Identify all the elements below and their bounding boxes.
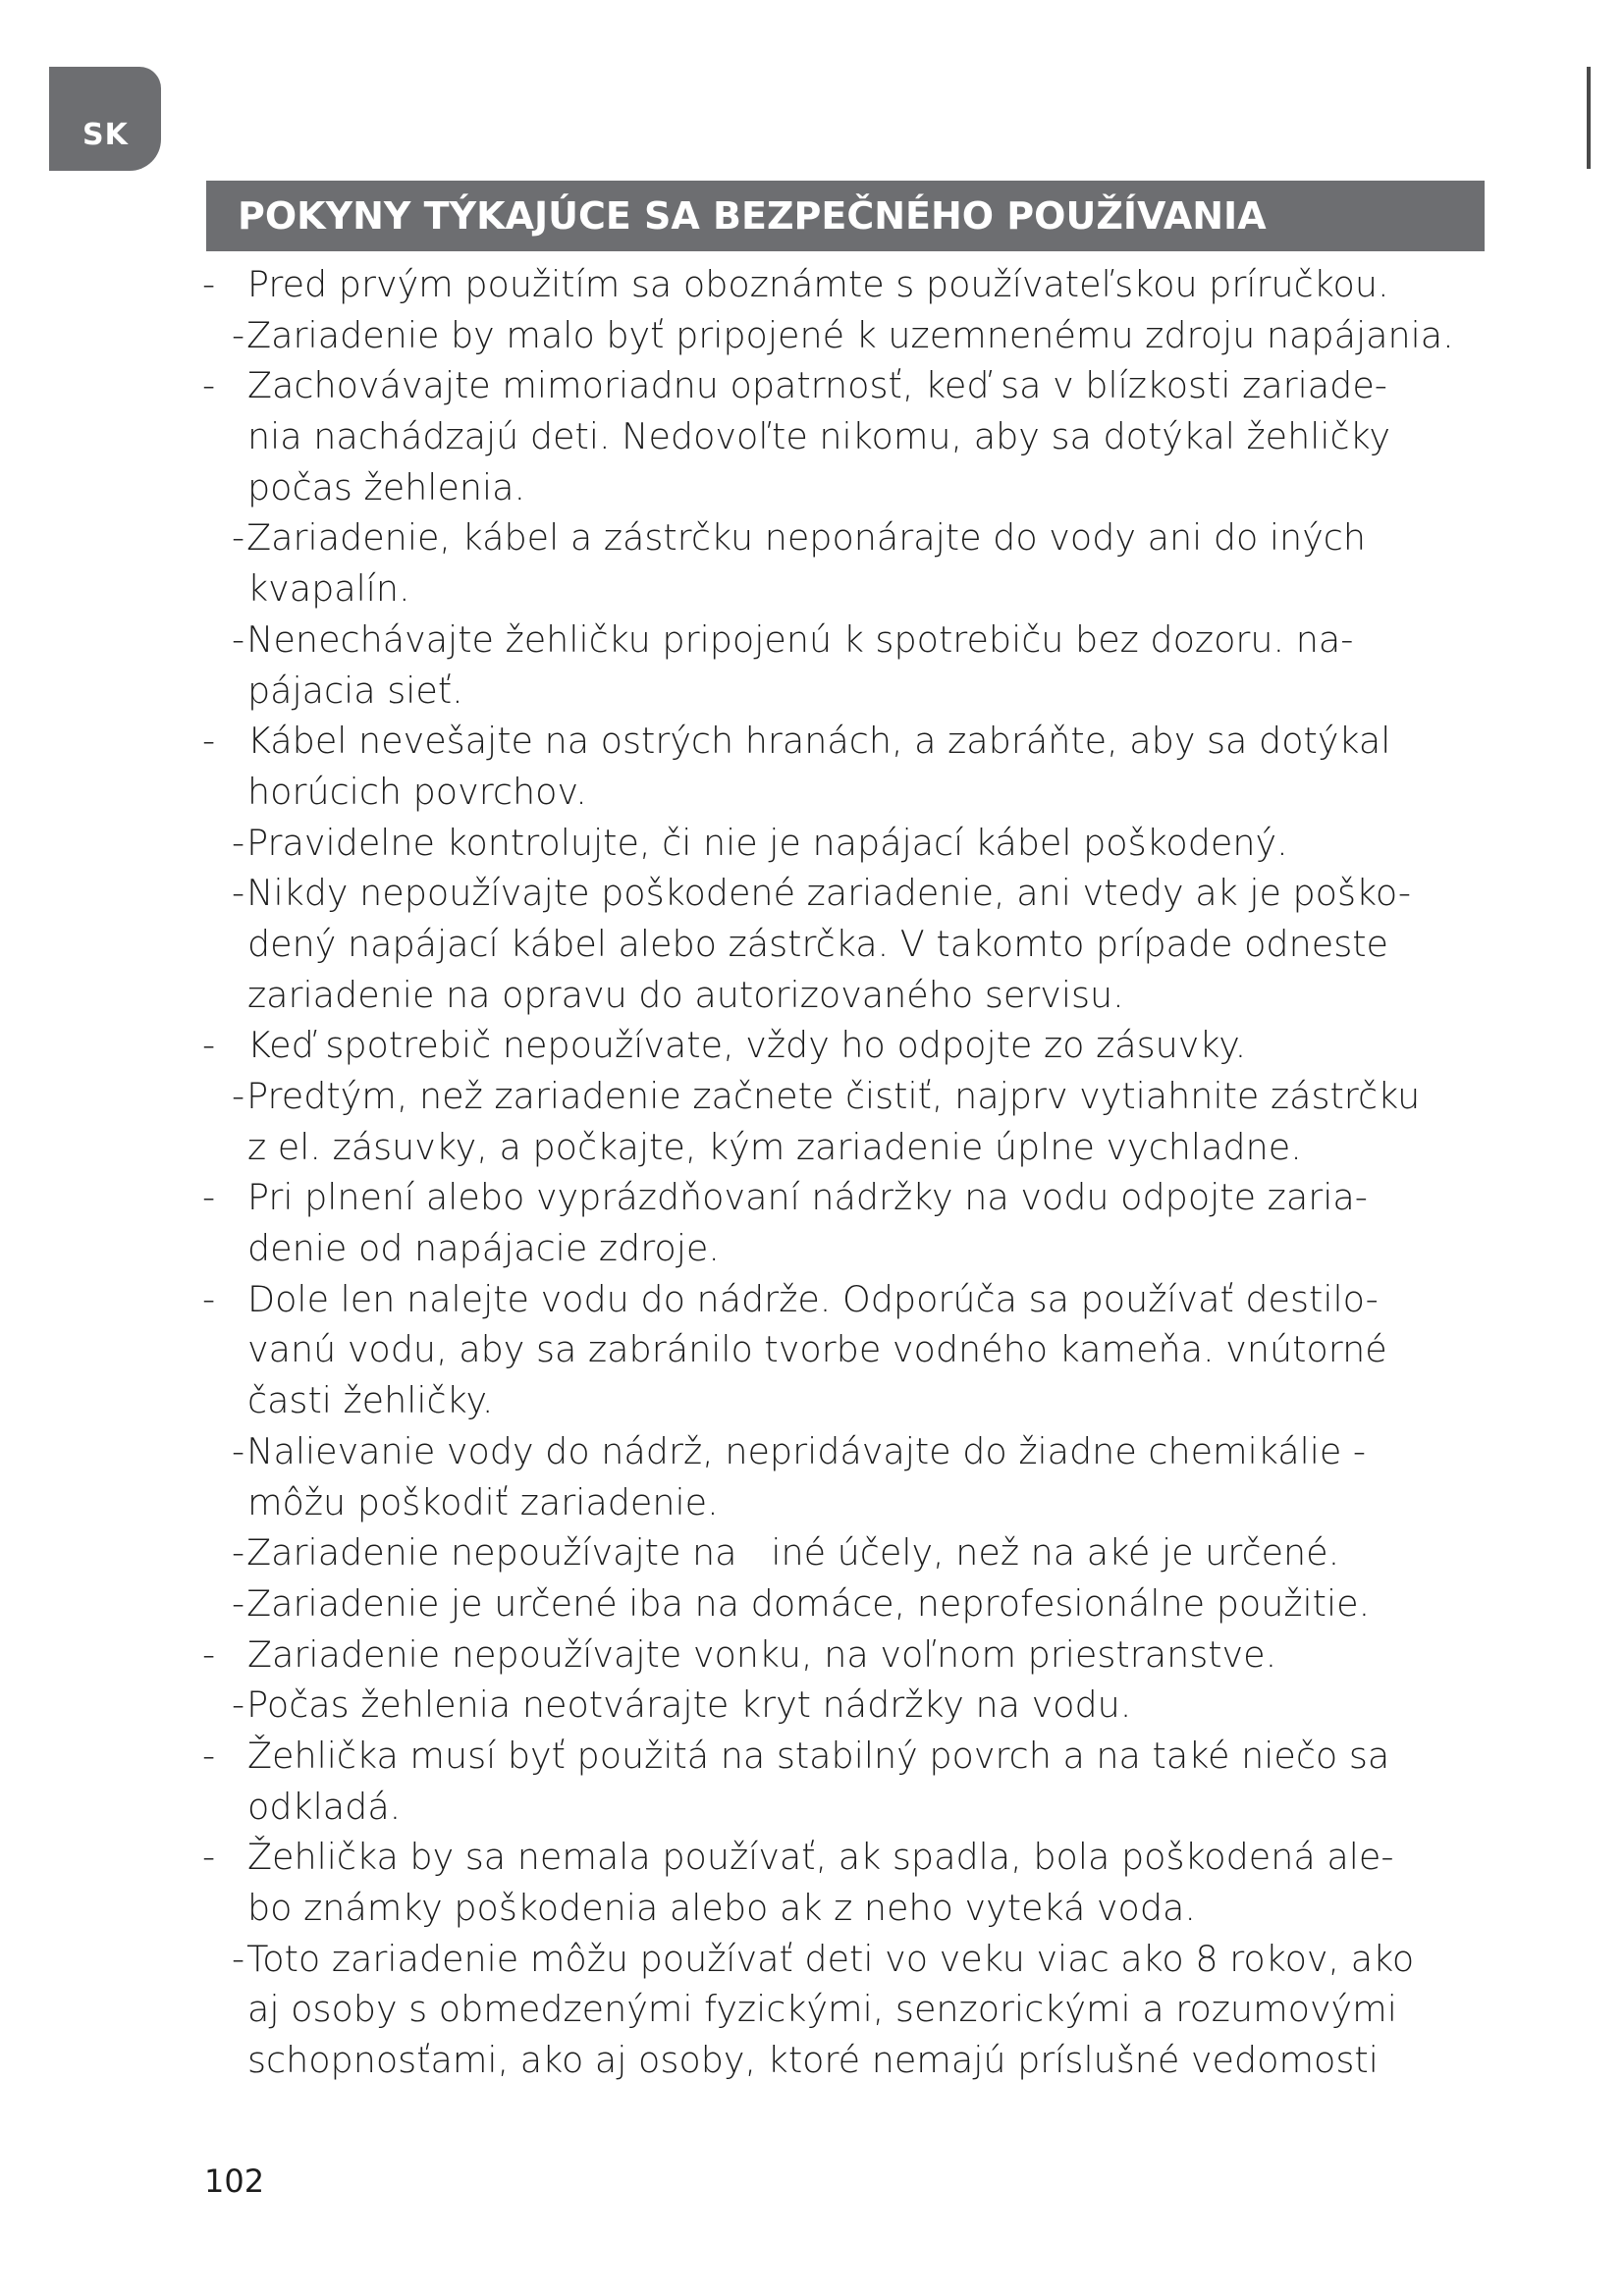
instruction-text: Pred prvým použitím sa oboznámte s používateľskou príručkou. (247, 263, 1389, 305)
instruction-text: počas žehlenia. (247, 465, 526, 508)
instruction-text: dený napájací kábel alebo zástrčka. V takomto prípade odneste (247, 922, 1388, 965)
instruction-text: denie od napájacie zdroje. (247, 1227, 720, 1270)
instruction-line (202, 512, 1498, 563)
instruction-text: Pravidelne kontrolujte, či nie je napájací kábel poškodený. (246, 821, 1288, 864)
instruction-text: horúcich povrchov. (247, 770, 587, 813)
instruction-line-continuation (202, 2035, 1498, 2086)
instruction-line-continuation (202, 970, 1498, 1021)
instruction-text: aj osoby s obmedzenými fyzickými, senzorickými a rozumovými (247, 1988, 1397, 2031)
bullet-dash: - (232, 1937, 245, 1980)
instruction-line-continuation (202, 1883, 1498, 1934)
instruction-line-continuation (202, 666, 1498, 717)
bullet-dash: - (202, 1277, 216, 1320)
bullet-dash: - (232, 516, 245, 560)
instruction-line (202, 1731, 1498, 1782)
instruction-line-continuation (202, 919, 1498, 970)
language-code: SK (82, 118, 129, 152)
bullet-dash: - (202, 364, 216, 407)
instruction-line (202, 1578, 1498, 1629)
instruction-line (202, 868, 1498, 919)
bullet-dash: - (202, 263, 216, 305)
instruction-text: kvapalín. (247, 567, 410, 611)
instruction-line (202, 818, 1498, 869)
instruction-text: Zariadenie je určené iba na domáce, neprofesionálne použitie. (246, 1581, 1371, 1625)
instruction-text: Kábel nevešajte na ostrých hranách, a zabráňte, aby sa dotýkal (247, 720, 1391, 763)
bullet-dash: - (232, 1683, 245, 1727)
instruction-text: bo známky poškodenia alebo ak z neho vyteká voda. (247, 1887, 1197, 1929)
instruction-text: odkladá. (247, 1785, 402, 1828)
instruction-text: Toto zariadenie môžu používať deti vo veku viac ako 8 rokov, ako (246, 1937, 1415, 1980)
instruction-text: Žehlička by sa nemala používať, ak spadla, bola poškodená ale- (247, 1836, 1394, 1879)
instruction-line-continuation (202, 1122, 1498, 1173)
bullet-dash: - (232, 617, 245, 661)
instruction-text: môžu poškodiť zariadenie. (247, 1480, 719, 1523)
bullet-dash: - (232, 1531, 245, 1575)
instruction-line-continuation (202, 1375, 1498, 1426)
instruction-text: Zariadenie by malo byť pripojené k uzemnenému zdroju napájania. (246, 313, 1454, 356)
bullet-dash: - (232, 872, 245, 915)
bullet-dash: - (232, 1075, 245, 1117)
instruction-line (202, 1071, 1498, 1122)
instruction-line (202, 716, 1498, 767)
instruction-line (202, 1934, 1498, 1985)
instruction-line (202, 1629, 1498, 1681)
instruction-text: Nenechávajte žehličku pripojenú k spotrebiču bez dozoru. na- (246, 617, 1354, 661)
instruction-line (202, 1020, 1498, 1071)
bullet-dash: - (202, 1632, 216, 1676)
instruction-line-continuation (202, 1324, 1498, 1375)
bullet-dash: - (202, 1024, 216, 1067)
instruction-line (202, 1680, 1498, 1731)
instruction-text: Pri plnení alebo vyprázdňovaní nádržky na vodu odpojte zaria- (247, 1176, 1368, 1219)
bullet-dash: - (202, 1836, 216, 1879)
safety-instructions-list (202, 259, 1498, 2086)
instruction-text: Zariadenie nepoužívajte na iné účely, než na aké je určené. (246, 1531, 1340, 1575)
instruction-line (202, 614, 1498, 666)
bullet-dash: - (202, 720, 216, 763)
instruction-line-continuation (202, 411, 1498, 462)
instruction-line-continuation (202, 462, 1498, 513)
instruction-line (202, 1426, 1498, 1477)
instruction-text: Dole len nalejte vodu do nádrže. Odporúča sa používať destilo- (247, 1277, 1379, 1320)
page-number: 102 (204, 2163, 265, 2200)
section-header (206, 181, 1485, 251)
instruction-text: Keď spotrebič nepoužívate, vždy ho odpojte zo zásuvky. (247, 1024, 1247, 1067)
instruction-text: zariadenie na opravu do autorizovaného servisu. (247, 973, 1124, 1016)
instruction-line-continuation (202, 563, 1498, 614)
instruction-line (202, 1172, 1498, 1223)
instruction-text: vanú vodu, aby sa zabránilo tvorbe vodného kameňa. vnútorné (247, 1328, 1387, 1371)
instruction-text: Žehlička musí byť použitá na stabilný povrch a na také niečo sa (247, 1734, 1390, 1777)
instruction-line-continuation (202, 1984, 1498, 2035)
instruction-line-continuation (202, 767, 1498, 818)
bullet-dash: - (232, 821, 245, 864)
bullet-dash: - (232, 1581, 245, 1625)
instruction-line (202, 1832, 1498, 1883)
instruction-line (202, 1527, 1498, 1578)
instruction-text: časti žehličky. (247, 1379, 494, 1422)
page-edge-rule (1587, 67, 1591, 169)
instruction-line (202, 259, 1498, 310)
instruction-text: pájacia sieť. (247, 668, 463, 712)
instruction-text: Počas žehlenia neotvárajte kryt nádržky na vodu. (246, 1683, 1132, 1727)
instruction-text: z el. zásuvky, a počkajte, kým zariadenie úplne vychladne. (247, 1125, 1302, 1168)
bullet-dash: - (202, 1176, 216, 1219)
instruction-line (202, 310, 1498, 361)
bullet-dash: - (232, 1429, 245, 1472)
instruction-text: schopnosťami, ako aj osoby, ktoré nemajú príslušné vedomosti (247, 2039, 1379, 2082)
instruction-text: Zariadenie nepoužívajte vonku, na voľnom priestranstve. (247, 1632, 1277, 1676)
instruction-text: Zachovávajte mimoriadnu opatrnosť, keď sa v blízkosti zariade- (247, 364, 1387, 407)
instruction-line (202, 1274, 1498, 1325)
instruction-line-continuation (202, 1782, 1498, 1833)
bullet-dash: - (232, 313, 245, 356)
instruction-text: nia nachádzajú deti. Nedovoľte nikomu, aby sa dotýkal žehličky (247, 415, 1391, 458)
instruction-line (202, 360, 1498, 411)
instruction-text: Nalievanie vody do nádrž, nepridávajte do žiadne chemikálie - (246, 1429, 1367, 1472)
instruction-text: Zariadenie, kábel a zástrčku neponárajte do vody ani do iných (246, 516, 1366, 560)
instruction-text: Predtým, než zariadenie začnete čistiť, najprv vytiahnite zástrčku (246, 1075, 1421, 1117)
bullet-dash: - (202, 1734, 216, 1777)
instruction-text: Nikdy nepoužívajte poškodené zariadenie, ani vtedy ak je poško- (246, 872, 1412, 915)
language-tab (49, 67, 161, 171)
instruction-line-continuation (202, 1477, 1498, 1528)
instruction-line-continuation (202, 1223, 1498, 1274)
section-title: POKYNY TÝKAJÚCE SA BEZPEČNÉHO POUŽÍVANIA (238, 194, 1267, 238)
